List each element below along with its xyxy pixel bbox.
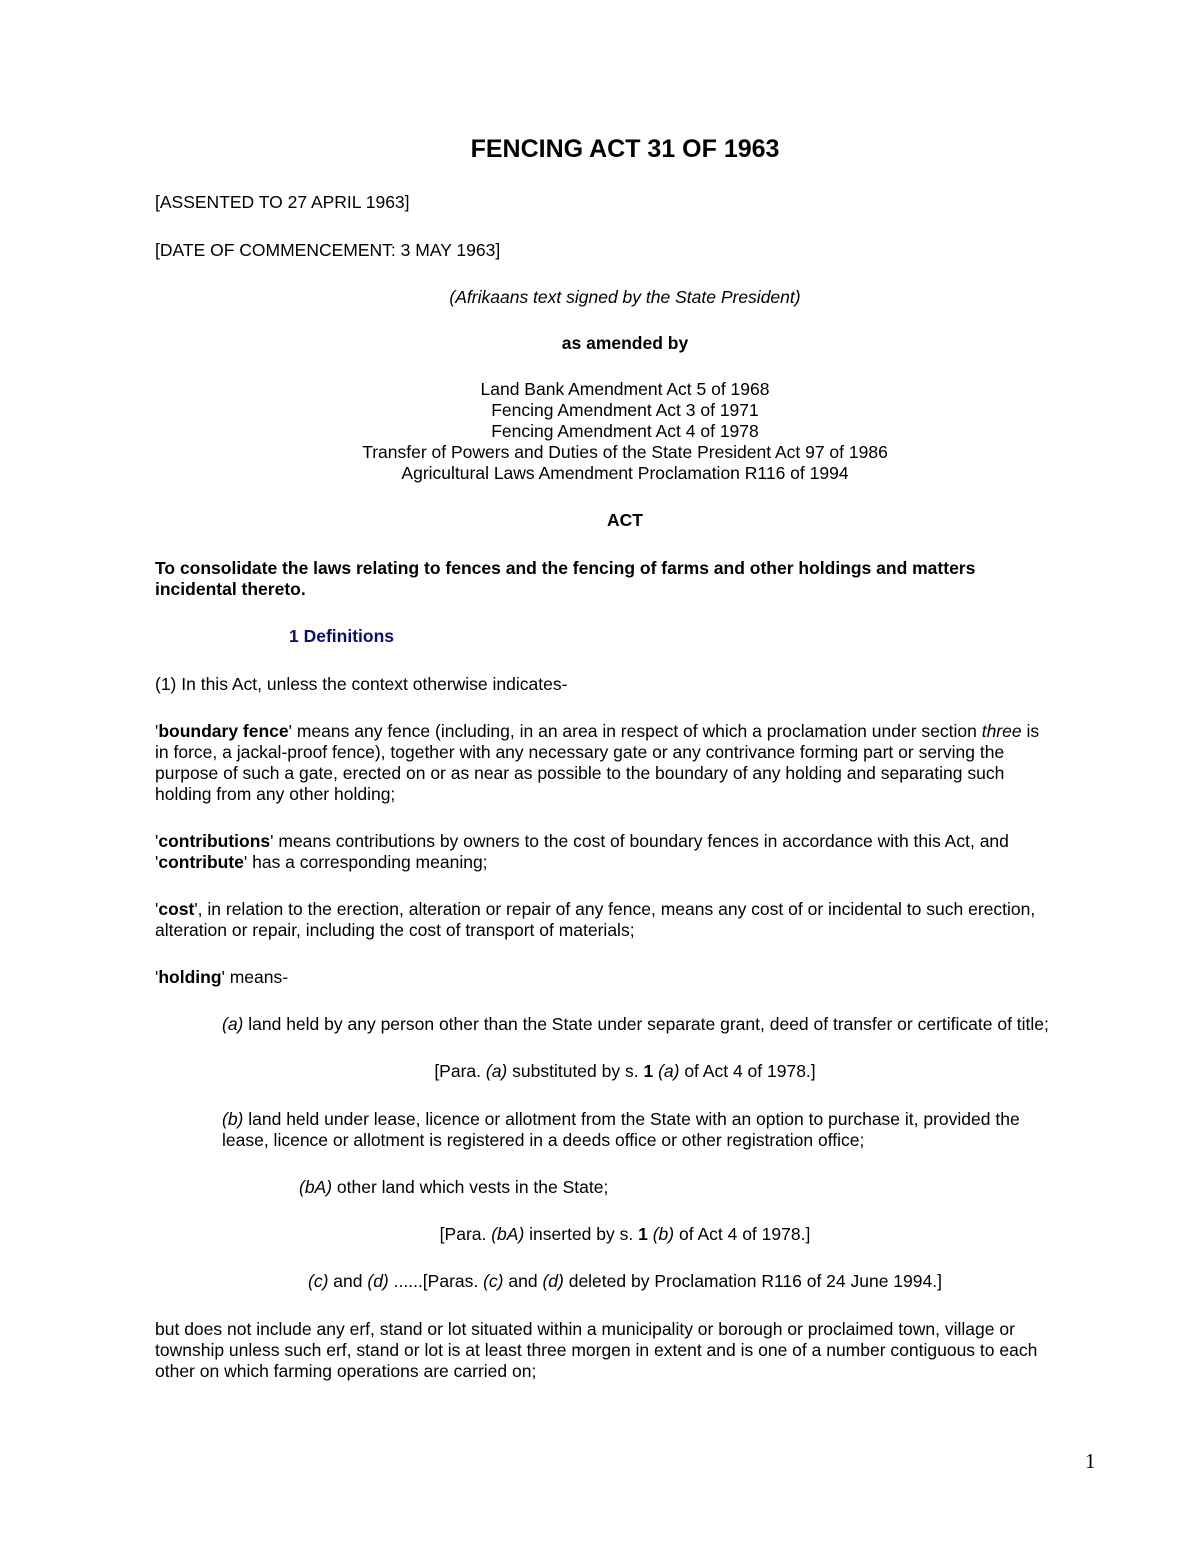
amendment-item: Transfer of Powers and Duties of the State President Act 97 of 1986 bbox=[362, 442, 888, 462]
document-title: FENCING ACT 31 OF 1963 bbox=[470, 135, 780, 163]
document-page: FENCING ACT 31 OF 1963 [ASSENTED TO 27 APRIL 1963] [DATE OF COMMENCEMENT: 3 MAY 1963] (Afrikaans text signed by the State President) as amended by Land Bank Amendment Act 5 of 1968 Fencing Amendment Act 3 of 1971 Fencing Amendment Act 4 of 1978 Transfer of Powers and Duties of the State President Act 97 of 1986 Agricultural Laws Amendment Proclamation R116 of 1994 ACT To consolidate the laws relating to fences and the fencing of farms and other holdings and matters incidental thereto. 1 Definitions (1) In this Act, unless the context otherwise indicates- 'boundary fence' means any fence (including, in an area in respect of which a proclamation under section three is in force, a jackal-proof fence), together with any necessary gate or any contrivance forming part or serving the purpose of such a gate, erected on or as near as possible to the boundary of any holding and separating such holding from any other holding; 'contributions' means contributions by owners to the cost of boundary fences in accordance with this Act, and 'contribute' has a corresponding meaning; 'cost', in relation to the erection, alteration or repair of any fence, means any cost of or incidental to such erection, alteration or repair, including the cost of transport of materials; 'holding' means- (a) land held by any person other than the State under separate grant, deed of transfer or certificate of title; [Para. (a) substituted by s. 1 (a) of Act 4 of 1978.] (b) land held under lease, licence or allotment from the State with an option to purchase it, provided the lease, licence or allotment is registered in a deeds office or other registration office; (bA) other land which vests in the State; [Para. (bA) inserted by s. 1 (b) of Act 4 of 1978.] (c) and (d) ......[Paras. (c) and (d) deleted by Proclamation R116 of 24 June 1994.] but does not include any erf, stand or lot situated within a municipality or borough or proclaimed town, village or township unless such erf, stand or lot is at least three morgen in extent and is one of a number contiguous to each other on which farming operations are carried on; 1 bbox=[0, 0, 1200, 1553]
definition-holding: 'holding' means- bbox=[155, 967, 289, 987]
long-title-line-2: incidental thereto. bbox=[155, 579, 306, 599]
defined-term: cost bbox=[158, 899, 195, 919]
commencement-date: [DATE OF COMMENCEMENT: 3 MAY 1963] bbox=[155, 240, 501, 260]
page-number: 1 bbox=[1085, 1449, 1096, 1473]
defined-term: holding bbox=[158, 967, 222, 987]
amendment-item: Agricultural Laws Amendment Proclamation R116 of 1994 bbox=[401, 463, 849, 483]
amendment-item: Fencing Amendment Act 4 of 1978 bbox=[491, 421, 759, 441]
paragraph-a: (a) land held by any person other than the State under separate grant, deed of transfer or certificate of title; bbox=[222, 1014, 1049, 1034]
amendment-item: Land Bank Amendment Act 5 of 1968 bbox=[480, 379, 770, 399]
amended-by-label: as amended by bbox=[561, 333, 689, 353]
defined-term: contributions bbox=[158, 831, 271, 851]
afrikaans-note: (Afrikaans text signed by the State President) bbox=[449, 287, 801, 307]
defined-term: contribute bbox=[158, 852, 244, 872]
amendment-note-a: [Para. (a) substituted by s. 1 (a) of Act 4 of 1978.] bbox=[434, 1061, 816, 1081]
paragraph-bA: (bA) other land which vests in the State; bbox=[299, 1177, 609, 1197]
long-title-line-1: To consolidate the laws relating to fences and the fencing of farms and other holdings and matters bbox=[155, 558, 976, 578]
subsection-text: In this Act, unless the context otherwise indicates- bbox=[176, 674, 568, 694]
defined-term: boundary fence bbox=[158, 721, 289, 741]
act-label: ACT bbox=[607, 510, 643, 530]
subsection-number: (1) bbox=[155, 674, 177, 694]
section-1-heading: 1 Definitions bbox=[289, 626, 395, 646]
amendment-note-bA: [Para. (bA) inserted by s. 1 (b) of Act 4 of 1978.] bbox=[439, 1224, 811, 1244]
subsection-1 bbox=[155, 673, 567, 695]
amendment-item: Fencing Amendment Act 3 of 1971 bbox=[491, 400, 759, 420]
assented-date: [ASSENTED TO 27 APRIL 1963] bbox=[155, 192, 410, 212]
paragraphs-c-d-deleted: (c) and (d) ......[Paras. (c) and (d) deleted by Proclamation R116 of 24 June 1994.] bbox=[308, 1271, 942, 1291]
